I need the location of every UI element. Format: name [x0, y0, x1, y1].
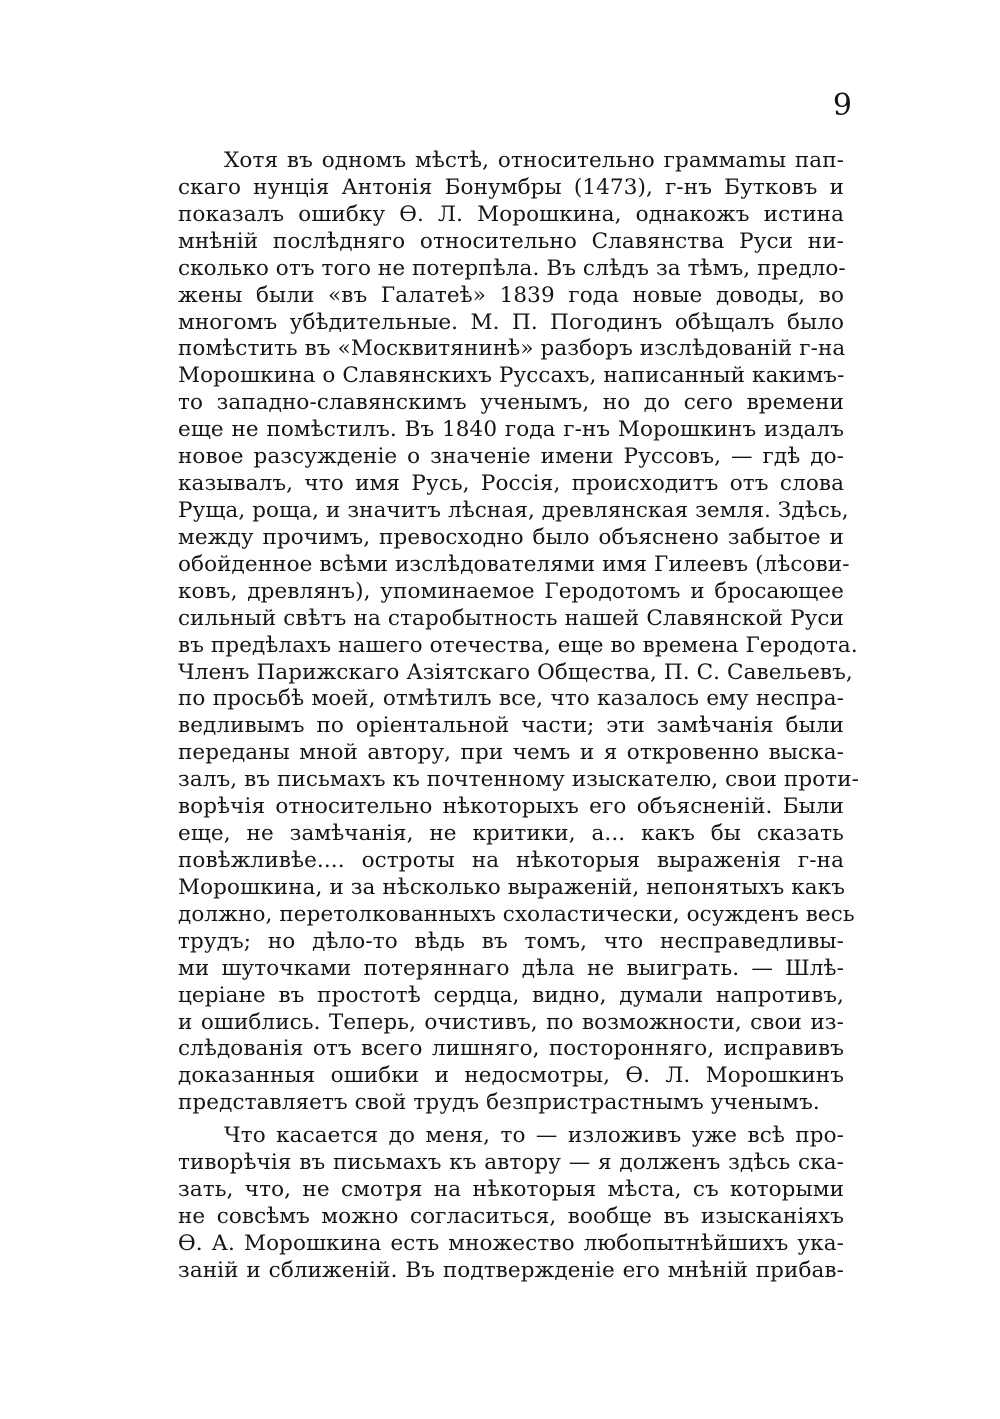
text-line: не совсѣмъ можно согласиться, вообще въ изысканіяхъ: [178, 1203, 844, 1229]
text-line: между прочимъ, превосходно было объяснено забытое и: [178, 524, 844, 550]
text-line: тиворѣчія въ письмахъ къ автору — я долженъ здѣсь ска-: [178, 1150, 844, 1176]
text-line: церіане въ простотѣ сердца, видно, думали напротивъ,: [178, 982, 844, 1008]
paragraph: [178, 1123, 844, 1285]
text-line: Членъ Парижскаго Азіятскаго Общества, П. С. Савельевъ,: [178, 659, 853, 685]
text-line: ведливымъ по оріентальной части; эти замѣчанія были: [178, 713, 844, 739]
text-line: скаго нунція Антонія Бонумбры (1473), г-нъ Бутковъ и: [178, 174, 844, 200]
text-line: жены были «въ Галатеѣ» 1839 года новые доводы, во: [178, 282, 844, 308]
text-line: сколько отъ того не потерпѣла. Въ слѣдъ за тѣмъ, предло-: [178, 255, 846, 281]
text-line: ми шуточками потеряннаго дѣла не выиграть. — Шлѣ-: [178, 955, 844, 981]
text-line: помѣстить въ «Москвитянинѣ» разборъ изслѣдованій г-на: [178, 336, 846, 362]
body-text: [178, 148, 860, 1285]
paragraph: [178, 148, 860, 1117]
text-line: еще, не замѣчанія, не критики, а... какъ бы сказать: [178, 821, 844, 847]
text-line: сильный свѣтъ на старобытность нашей Славянской Руси: [178, 605, 844, 631]
page-number: 9: [832, 88, 852, 123]
text-line: многомъ убѣдительные. М. П. Погодинъ обѣщалъ было: [178, 309, 844, 335]
text-line: обойденное всѣми изслѣдователями имя Гилеевъ (лѣсови-: [178, 551, 850, 577]
text-line: повѣжливѣе.... остроты на нѣкоторыя выраженія г-на: [178, 847, 844, 873]
text-line: Хотя въ одномъ мѣстѣ, относительно граммаmы пап-: [224, 148, 844, 173]
text-line: то западно-славянскимъ ученымъ, но до сего времени: [178, 390, 844, 416]
text-line: представляетъ свой трудъ безпристрастнымъ ученымъ.: [178, 1090, 820, 1116]
text-line: показалъ ошибку Ѳ. Л. Морошкина, однакожъ истина: [178, 201, 844, 227]
text-line: заній и сближеній. Въ подтвержденіе его мнѣній прибав-: [178, 1257, 844, 1283]
text-line: доказанныя ошибки и недосмотры, Ѳ. Л. Морошкинъ: [178, 1063, 844, 1089]
text-line: еще не помѣстилъ. Въ 1840 года г-нъ Морошкинъ издалъ: [178, 417, 844, 443]
text-line: Ѳ. А. Морошкина есть множество любопытнѣйшихъ ука-: [178, 1230, 844, 1256]
text-line: должно, перетолкованныхъ схоластически, осужденъ весь: [178, 901, 855, 927]
text-line: зать, что, не смотря на нѣкоторыя мѣста, съ которыми: [178, 1177, 844, 1203]
text-line: Руща, роща, и значитъ лѣсная, древлянская земля. Здѣсь,: [178, 497, 849, 523]
text-line: ворѣчія относительно нѣкоторыхъ его объясненій. Были: [178, 794, 844, 820]
text-line: трудъ; но дѣло-то вѣдь въ томъ, что несправедливы-: [178, 928, 844, 954]
text-line: въ предѣлахъ нашего отечества, еще во времена Геродота.: [178, 632, 858, 658]
text-line: и ошиблись. Теперь, очистивъ, по возможности, свои из-: [178, 1009, 844, 1035]
text-line: Морошкина, и за нѣсколько выраженій, непонятыхъ какъ: [178, 874, 846, 900]
text-line: мнѣній послѣдняго относительно Славянства Руси ни-: [178, 228, 844, 254]
text-line: слѣдованія отъ всего лишняго, посторонняго, исправивъ: [178, 1036, 844, 1062]
text-line: казывалъ, что имя Русь, Россія, происходитъ отъ слова: [178, 471, 844, 497]
text-line: переданы мной автору, при чемъ и я откровенно выска-: [178, 740, 844, 766]
text-line: Что касается до меня, то — изложивъ уже всѣ про-: [224, 1123, 844, 1149]
text-line: по просьбѣ моей, отмѣтилъ все, что казалось ему неспра-: [178, 686, 844, 712]
text-line: новое разсужденіе о значеніе имени Руссовъ, — гдѣ до-: [178, 444, 844, 470]
text-line: Морошкина о Славянскихъ Руссахъ, написанный какимъ-: [178, 363, 845, 389]
text-line: залъ, въ письмахъ къ почтенному изыскателю, свои проти-: [178, 767, 860, 793]
text-line: ковъ, древлянъ), упоминаемое Геродотомъ и бросающее: [178, 578, 844, 604]
